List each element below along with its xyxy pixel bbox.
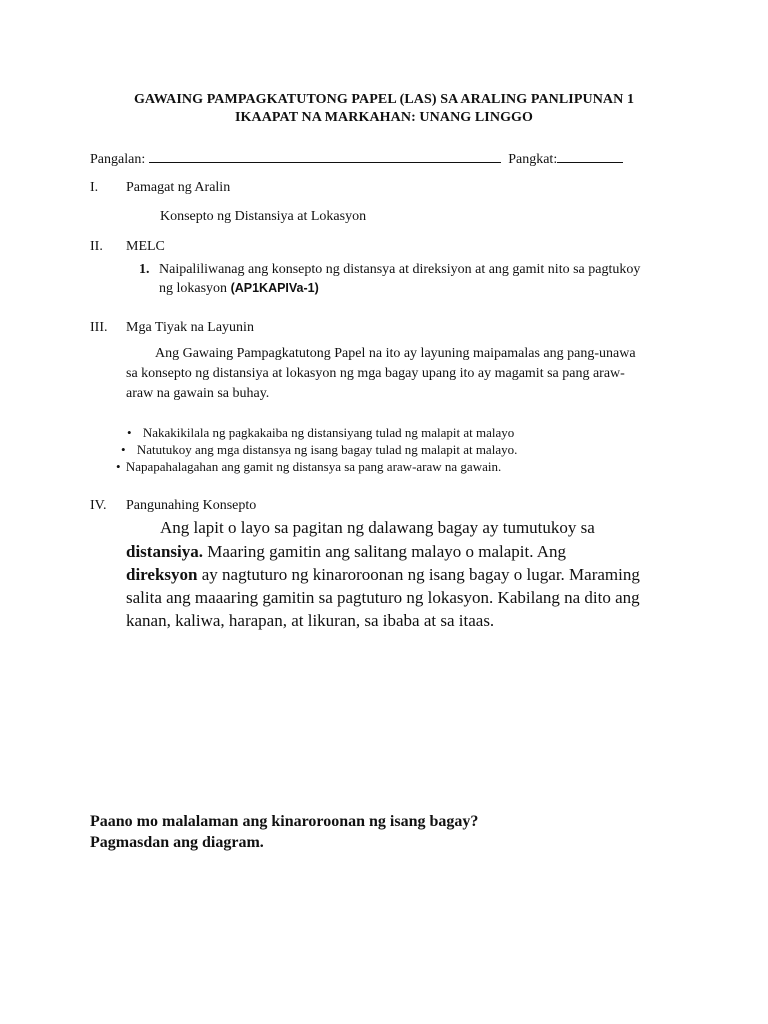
concept-line5: kanan, kaliwa, harapan, at likuran, sa ibaba at sa itaas. xyxy=(126,611,495,630)
objective-para-line2: sa konsepto ng distansiya at lokasyon ng mga bagay upang ito ay magamit sa pang araw- xyxy=(126,366,625,381)
section-1-numeral: I. xyxy=(90,180,99,195)
concept-line3-text: ay nagtuturo ng kinaroroonan ng isang bagay o lugar. Maraming xyxy=(197,565,640,584)
concept-line4: salita ang maaaring gamitin sa pagtuturo ng lokasyon. Kabilang na dito ang xyxy=(126,588,640,607)
question-1: Paano mo malalaman ang kinaroroonan ng isang bagay? xyxy=(90,813,479,830)
group-label: Pangkat: xyxy=(508,152,558,167)
concept-line2 xyxy=(126,540,566,563)
objective-bullet-2 xyxy=(121,442,517,458)
bullet-icon: • xyxy=(127,425,132,440)
bullet-icon: • xyxy=(116,459,121,474)
section-2-numeral: II. xyxy=(90,239,103,254)
name-line xyxy=(90,149,623,168)
section-3-numeral: III. xyxy=(90,320,108,335)
concept-line1: Ang lapit o layo sa pagitan ng dalawang bagay ay tumutukoy sa xyxy=(160,518,595,537)
melc-item-line1: Naipaliliwanag ang konsepto ng distansya at direksiyon at ang gamit nito sa pagtukoy xyxy=(159,262,641,277)
objective-para-line3: araw na gawain sa buhay. xyxy=(126,386,270,401)
melc-item-number: 1. xyxy=(139,262,150,277)
question-2: Pagmasdan ang diagram. xyxy=(90,834,264,851)
list-item: Napapahalagahan ang gamit ng distansya sa pang araw-araw na gawain. xyxy=(125,459,502,474)
term-distansiya: distansiya. xyxy=(126,542,203,561)
document-title: GAWAING PAMPAGKATUTONG PAPEL (LAS) SA ARALING PANLIPUNAN 1 xyxy=(133,92,635,107)
melc-code: (AP1KAPIVa-1) xyxy=(230,281,319,295)
objective-bullet-1 xyxy=(127,425,514,441)
objective-para-line1: Ang Gawaing Pampagkatutong Papel na ito ay layuning maipamalas ang pang-unawa xyxy=(155,346,636,361)
melc-item-line2 xyxy=(159,281,319,297)
name-label: Pangalan: xyxy=(90,152,146,167)
term-direksyon: direksyon xyxy=(126,565,198,584)
document-subtitle: IKAAPAT NA MARKAHAN: UNANG LINGGO xyxy=(234,110,534,125)
section-4-heading: Pangunahing Konsepto xyxy=(126,498,257,513)
melc-item-text: ng lokasyon xyxy=(159,281,228,296)
name-blank[interactable] xyxy=(149,149,501,163)
section-2-heading: MELC xyxy=(126,239,165,254)
list-item: Nakakikilala ng pagkakaiba ng distansiyang tulad ng malapit at malayo xyxy=(142,425,515,440)
concept-line3 xyxy=(126,563,640,586)
section-4-numeral: IV. xyxy=(90,498,107,513)
list-item: Natutukoy ang mga distansya ng isang bagay tulad ng malapit at malayo. xyxy=(136,442,518,457)
lesson-title: Konsepto ng Distansiya at Lokasyon xyxy=(160,209,367,224)
section-1-heading: Pamagat ng Aralin xyxy=(126,180,231,195)
objective-bullet-3 xyxy=(116,459,501,475)
concept-line2-text: Maaring gamitin ang salitang malayo o malapit. Ang xyxy=(203,542,567,561)
bullet-icon: • xyxy=(121,442,126,457)
group-blank[interactable] xyxy=(557,149,623,163)
section-3-heading: Mga Tiyak na Layunin xyxy=(126,320,254,335)
